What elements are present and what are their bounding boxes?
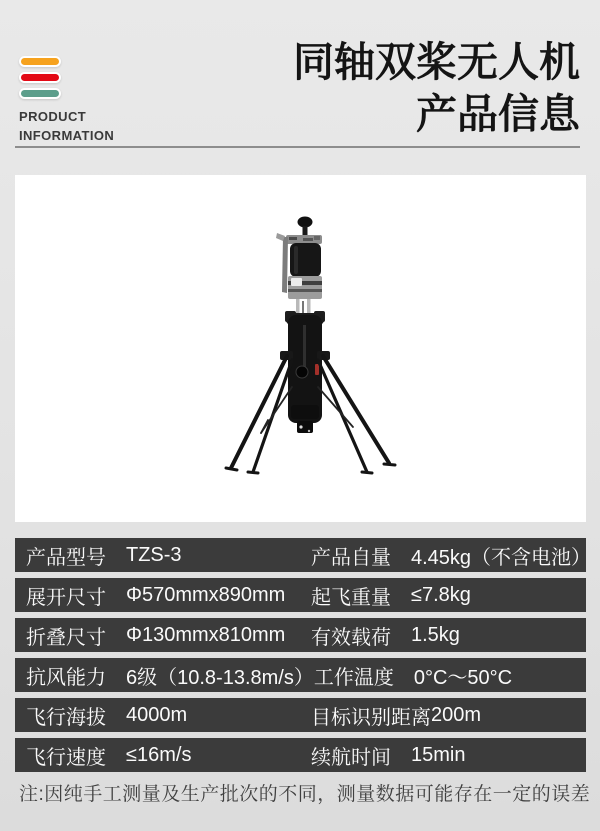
spec-row-model: [15, 538, 592, 572]
logo-bar-orange-icon: [19, 56, 61, 67]
product-image: [15, 175, 586, 522]
spec-label: 飞行海拔: [26, 706, 106, 729]
spec-value: Φ570mmx890mm: [126, 583, 286, 606]
logo-bar-green-icon: [19, 88, 61, 99]
spec-value: 0°C～50°C: [413, 666, 513, 689]
spec-label: 有效载荷: [311, 626, 391, 649]
spec-label: 产品型号: [26, 546, 106, 569]
spec-value: 200m: [431, 703, 482, 726]
header-divider: [15, 146, 580, 148]
spec-row-folded-size: [15, 618, 586, 652]
spec-value: 15min: [411, 743, 466, 766]
page-title-line2: 产品信息: [416, 91, 580, 138]
spec-value: TZS-3: [126, 543, 182, 566]
spec-label: 起飞重量: [311, 586, 391, 609]
spec-label: 折叠尺寸: [26, 626, 106, 649]
spec-label: 目标识别距离: [311, 706, 431, 729]
spec-row-altitude: [15, 698, 586, 732]
logo-caption-line2: INFORMATION: [19, 127, 115, 143]
spec-value: ≤7.8kg: [411, 583, 471, 606]
spec-row-wind-resistance: [15, 658, 586, 692]
spec-value: Φ130mmx810mm: [126, 623, 286, 646]
spec-value: 6级（10.8-13.8m/s）: [126, 666, 314, 689]
spec-table: [15, 538, 592, 778]
spec-value: ≤16m/s: [126, 743, 192, 766]
spec-label: 抗风能力: [26, 666, 106, 689]
spec-label: 飞行速度: [26, 746, 106, 769]
logo-caption: [19, 108, 114, 146]
logo-bar-red-icon: [19, 72, 61, 83]
spec-value: 4.45kg（不含电池）: [411, 546, 592, 569]
spec-label: 工作温度: [313, 666, 394, 689]
spec-label: 展开尺寸: [26, 586, 106, 609]
logo-caption-line1: PRODUCT: [19, 109, 87, 124]
spec-row-speed: [15, 738, 586, 772]
spec-label: 续航时间: [311, 746, 391, 769]
spec-label: 产品自量: [311, 546, 391, 569]
brand-logo: [19, 56, 114, 146]
drone-illustration: [15, 175, 586, 522]
page-title-line1: 同轴双桨无人机: [293, 39, 580, 85]
spec-value: 4000m: [126, 703, 188, 726]
spec-row-unfolded-size: [15, 578, 586, 612]
spec-value: 1.5kg: [411, 623, 460, 646]
measurement-note: 注:因纯手工测量及生产批次的不同，测量数据可能存在一定的误差: [19, 784, 591, 805]
page-title: [293, 36, 580, 141]
